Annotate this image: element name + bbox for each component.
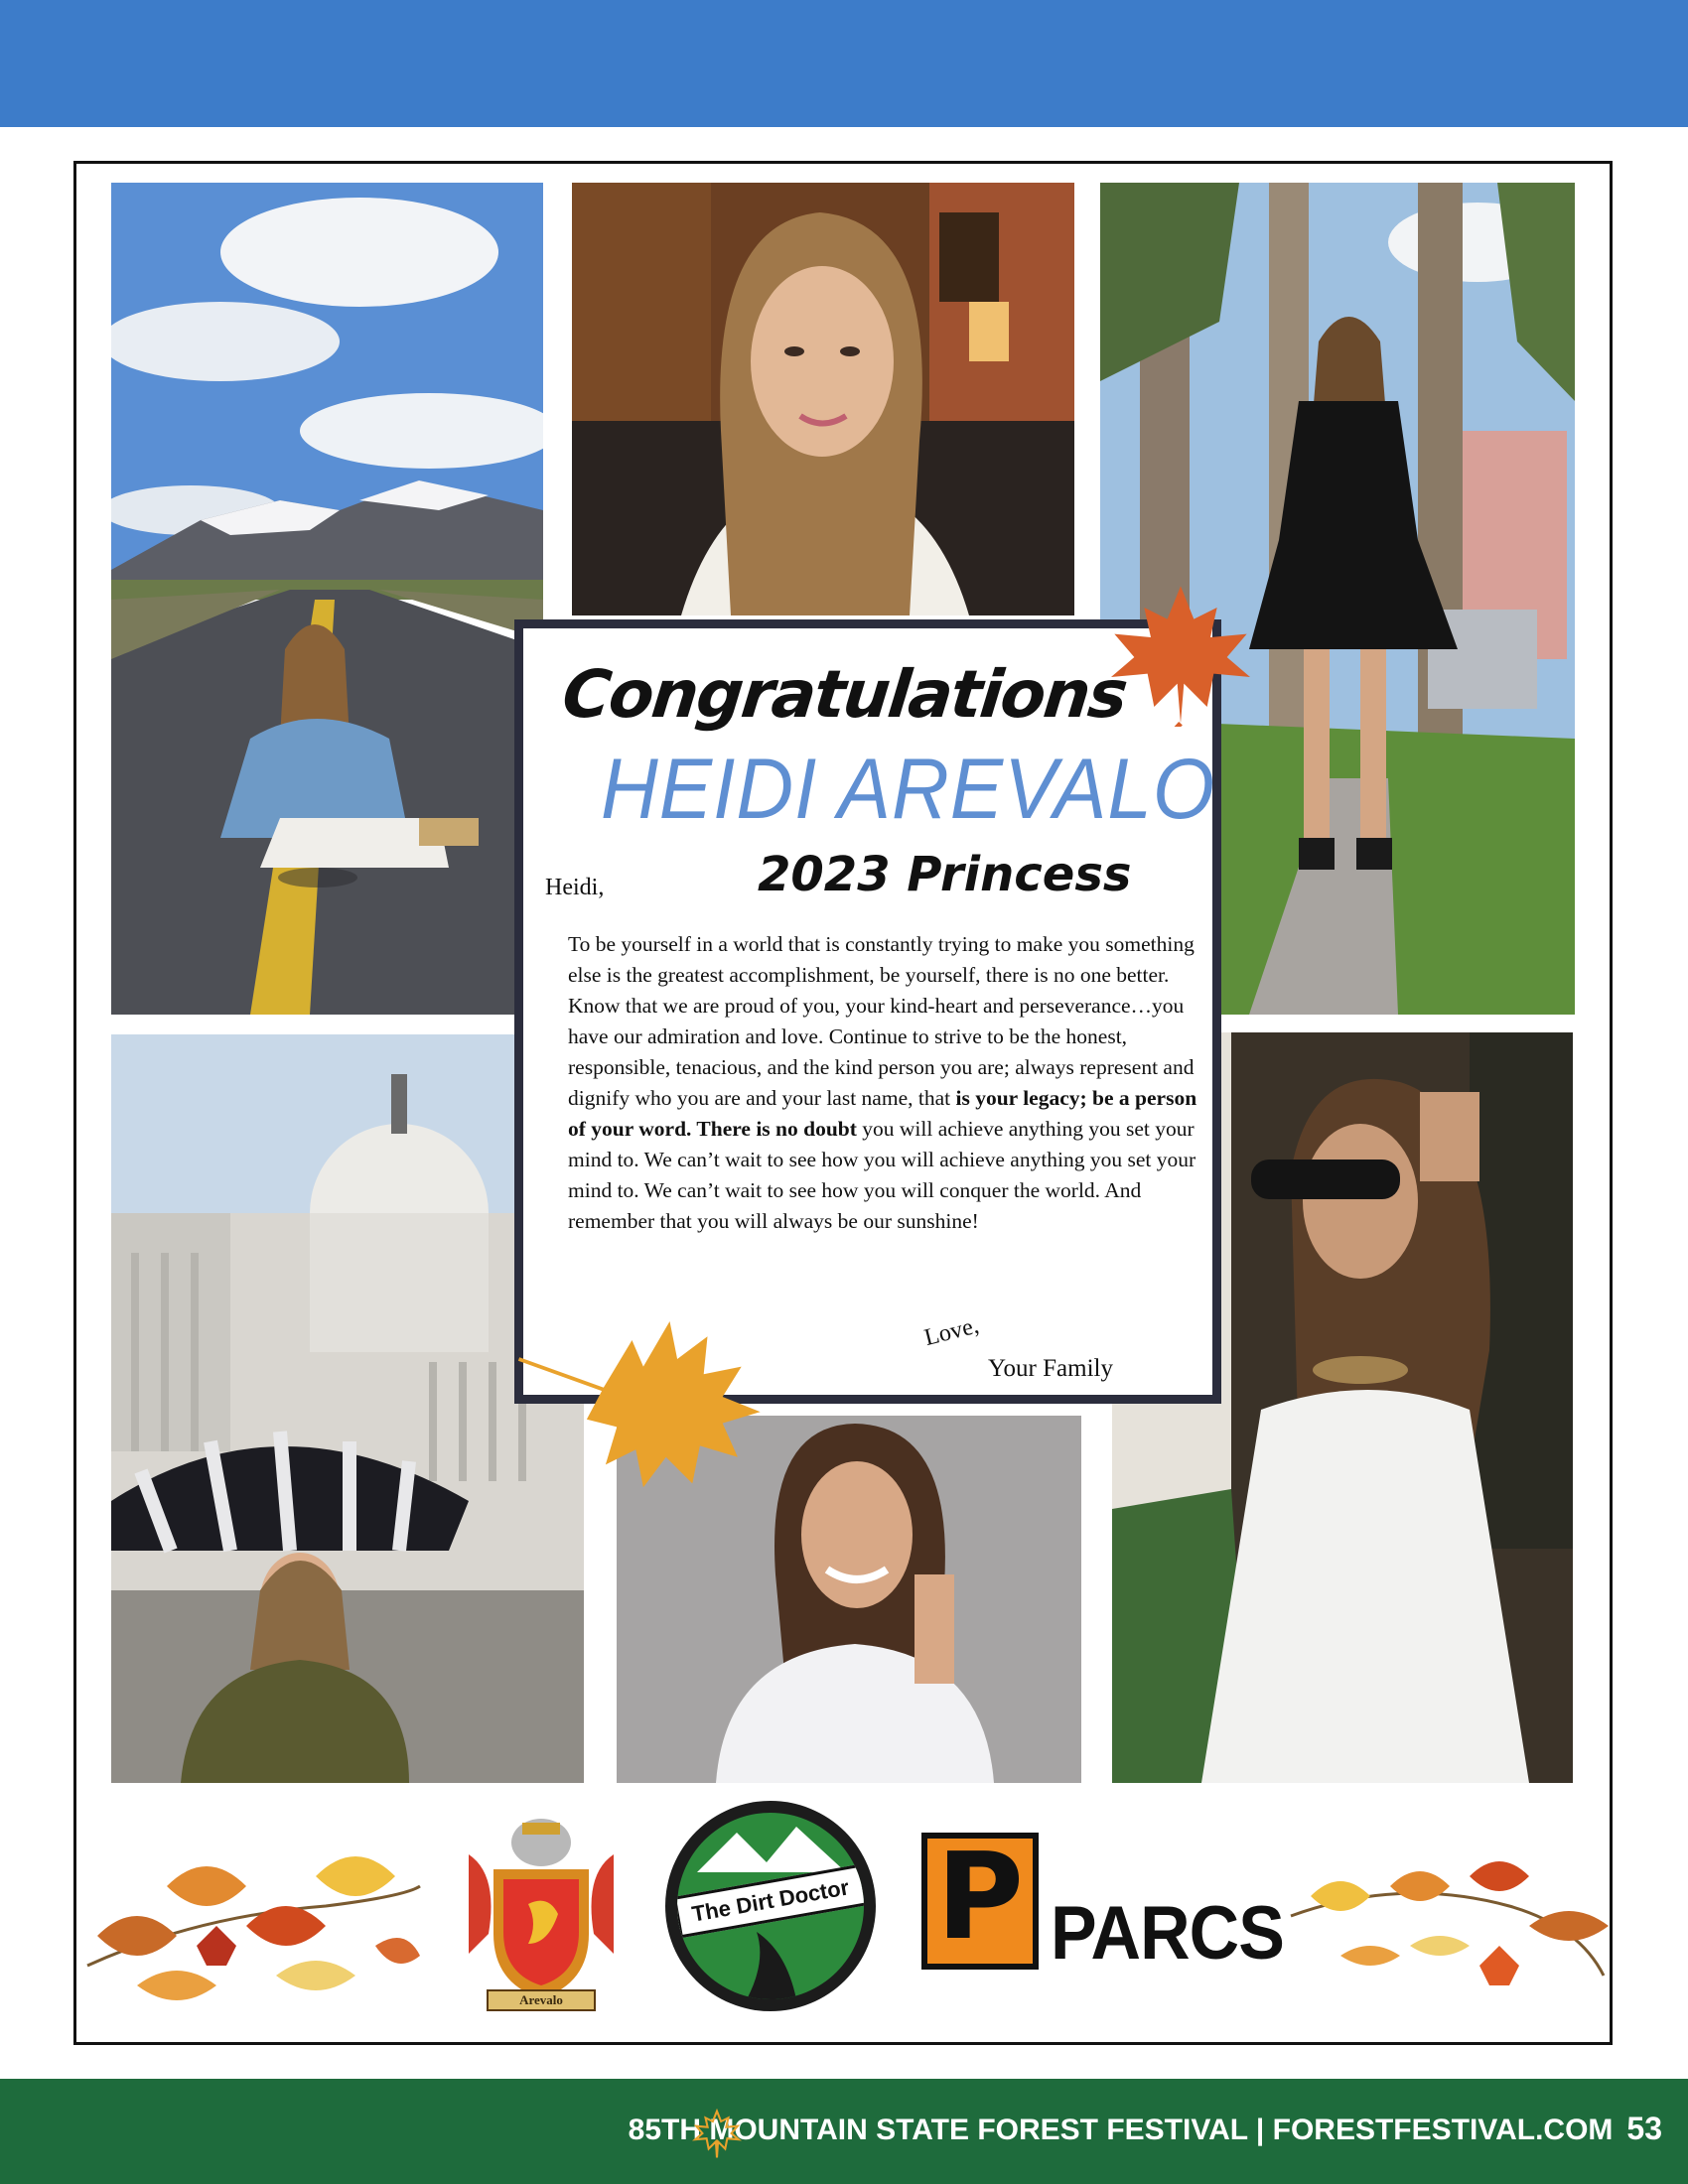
honoree-title: 2023 Princess [758,847,1132,902]
letter-closing: Love, [921,1312,982,1352]
letter-greeting: Heidi, [545,875,605,900]
parcs-logo-word: PARCS [1051,1891,1284,1976]
photo-capitol-umbrella [111,1034,584,1783]
footer-band [0,2079,1688,2184]
congratulations-letter-card [514,619,1221,1404]
footer-festival-text: 85TH MOUNTAIN STATE FOREST FESTIVAL | FORESTFESTIVAL.COM [628,2114,1614,2146]
autumn-leaves-left-icon [77,1817,425,2025]
footer-text [629,2111,1662,2147]
letter-body-text-2: you will achieve anything you set your mind to. We can’t wait to see how you will achieve anything you set your mind to. We can’t wait to see how you will conquer the world. And remember that you will always be our sunshine! [568,1117,1196,1233]
oak-leaf-icon [516,1302,804,1491]
parcs-logo-letter: P [921,1833,1039,1970]
dirt-doctor-logo [665,1801,876,2011]
dirt-doctor-logo-field [677,1813,864,1999]
crest-banner-label: Arevalo [487,1989,596,2011]
top-color-band [0,0,1688,127]
footer-leaf-icon [691,2109,743,2160]
letter-signature: Your Family [988,1355,1113,1382]
dirt-doctor-label: The Dirt Doctor [677,1864,864,1939]
arevalo-crest-icon [459,1815,624,2013]
letter-body-bold: is your legacy; be a person of your word. There is no doubt [568,1086,1197,1141]
heading-congratulations: Congratulations [558,656,1130,733]
photo-road-mountains [111,183,543,1015]
autumn-leaves-right-icon [1281,1817,1611,2025]
letter-body-text-1: To be yourself in a world that is constantly trying to make you something else is the greatest accomplishment, be yourself, there is no one better. Know that we are proud of you, your kind-heart and perseverance…you have our admiration and love. Continue to strive to be the honest, responsible, tenacious, and the kind person you are; always represent and dignify who you are and your last name, that [568,932,1195,1110]
honoree-name: HEIDI AREVALO [601,741,1216,837]
page-number: 53 [1626,2111,1662,2146]
letter-body [568,929,1203,1237]
photo-portrait-indoors [572,183,1074,615]
maple-leaf-icon [1096,578,1265,727]
